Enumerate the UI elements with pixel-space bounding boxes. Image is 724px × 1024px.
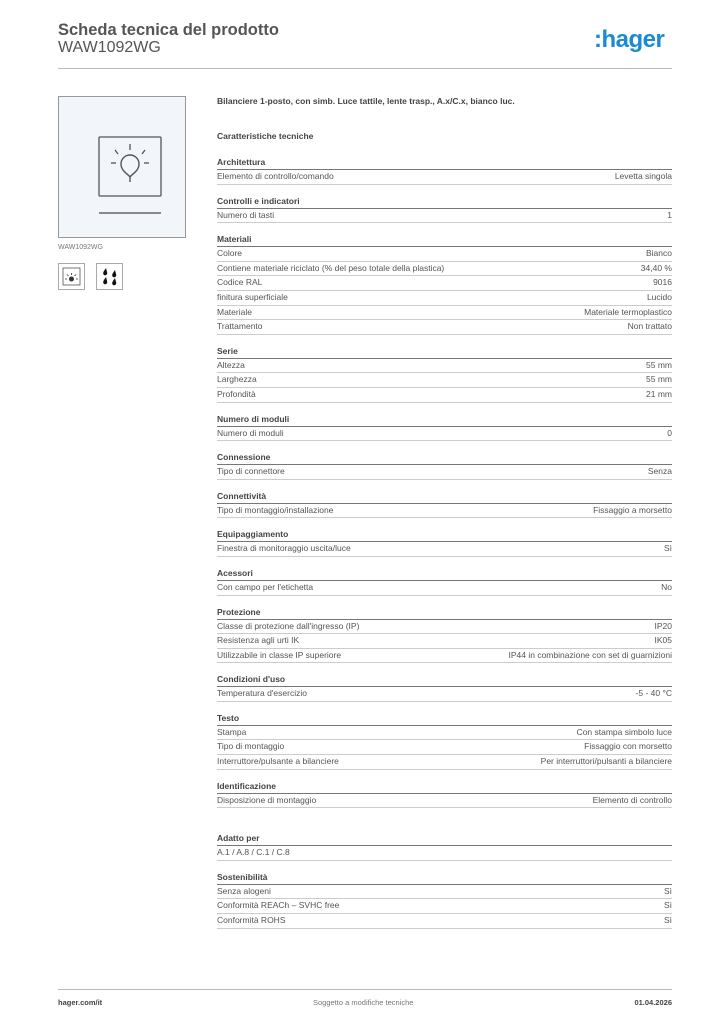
spec-label: Utilizzabile in classe IP superiore xyxy=(217,649,342,660)
spec-value: Lucido xyxy=(646,291,672,302)
spec-value: Materiale termoplastico xyxy=(584,306,672,317)
spec-value: Non trattato xyxy=(627,321,672,332)
footer-website[interactable]: hager.com/it xyxy=(58,998,103,1007)
spec-sheet xyxy=(217,96,672,929)
spec-row xyxy=(217,914,672,929)
spec-row xyxy=(217,726,672,741)
spec-row xyxy=(217,687,672,702)
spec-value: Sì xyxy=(663,915,672,926)
spec-label: Tipo di connettore xyxy=(217,466,285,477)
spec-label: Resistenza agli urti IK xyxy=(217,635,300,646)
specs-heading: Caratteristiche tecniche xyxy=(217,131,314,141)
spec-section xyxy=(217,194,672,224)
spec-value: Sì xyxy=(663,900,672,911)
spec-value: 9016 xyxy=(653,277,672,288)
spec-label: Tipo di montaggio xyxy=(217,741,285,752)
spec-row xyxy=(217,373,672,388)
light-indicator-icon xyxy=(58,263,85,290)
spec-row xyxy=(217,620,672,635)
spec-section xyxy=(217,155,672,185)
spec-label: Finestra di monitoraggio uscita/luce xyxy=(217,543,351,554)
product-code: WAW1092WG xyxy=(58,39,161,56)
spec-section xyxy=(217,672,672,702)
spec-row xyxy=(217,209,672,224)
spec-label: Numero di moduli xyxy=(217,427,284,438)
spec-section xyxy=(217,527,672,557)
hager-logo: :hager xyxy=(594,26,665,53)
spec-row xyxy=(217,755,672,770)
spec-label: Temperatura d'esercizio xyxy=(217,688,307,699)
spec-row xyxy=(217,276,672,291)
spec-row xyxy=(217,634,672,649)
product-image xyxy=(58,96,186,238)
spec-label: Numero di tasti xyxy=(217,209,275,220)
spec-label: A.1 / A.8 / C.1 / C.8 xyxy=(217,847,290,858)
spec-label: Materiale xyxy=(217,306,252,317)
section-title: Equipaggiamento xyxy=(217,527,672,542)
spec-value: Per interruttori/pulsanti a bilanciere xyxy=(540,756,672,767)
spec-label: Con campo per l'etichetta xyxy=(217,581,314,592)
section-title: Protezione xyxy=(217,605,672,620)
spec-section xyxy=(217,779,672,809)
spec-row xyxy=(217,291,672,306)
section-title: Adatto per xyxy=(217,831,672,846)
spec-row xyxy=(217,740,672,755)
spec-value: 21 mm xyxy=(646,388,672,399)
spec-value: Fissaggio con morsetto xyxy=(584,741,672,752)
spec-label: Contiene materiale riciclato (% del peso totale della plastica) xyxy=(217,262,445,273)
spec-label: Stampa xyxy=(217,726,247,737)
product-description: Bilanciere 1-posto, con simb. Luce tattile, lente trasp., A.x/C.x, bianco luc. xyxy=(217,96,515,106)
spec-value: Sì xyxy=(663,543,672,554)
spec-value: No xyxy=(661,581,672,592)
spec-section xyxy=(217,412,672,442)
spec-section xyxy=(217,870,672,929)
spec-value: 55 mm xyxy=(646,359,672,370)
spec-row xyxy=(217,388,672,403)
section-title: Serie xyxy=(217,344,672,359)
section-title: Condizioni d'uso xyxy=(217,672,672,687)
footer-date: 01.04.2026 xyxy=(634,998,672,1007)
section-title: Acessori xyxy=(217,566,672,581)
spec-label: Profondità xyxy=(217,388,256,399)
section-title: Sostenibilità xyxy=(217,870,672,885)
spec-section xyxy=(217,711,672,770)
spec-row xyxy=(217,542,672,557)
spec-row xyxy=(217,899,672,914)
section-title: Architettura xyxy=(217,155,672,170)
spec-label: Classe di protezione dall'ingresso (IP) xyxy=(217,620,360,631)
spec-value: IP44 in combinazione con set di guarnizioni xyxy=(508,649,672,660)
section-title: Controlli e indicatori xyxy=(217,194,672,209)
footer-note: Soggetto a modifiche tecniche xyxy=(313,998,414,1007)
section-title: Numero di moduli xyxy=(217,412,672,427)
spec-label: Elemento di controllo/comando xyxy=(217,171,334,181)
spec-label: Colore xyxy=(217,248,243,259)
spec-section xyxy=(217,605,672,664)
spec-row xyxy=(217,846,672,861)
spec-label: Codice RAL xyxy=(217,277,263,288)
section-title: Connettività xyxy=(217,489,672,504)
spec-row xyxy=(217,427,672,442)
spec-section xyxy=(217,450,672,480)
spec-value: IP20 xyxy=(654,620,672,631)
section-title: Connessione xyxy=(217,450,672,465)
spec-section xyxy=(217,489,672,519)
spec-row xyxy=(217,794,672,809)
spec-row xyxy=(217,262,672,277)
section-title: Testo xyxy=(217,711,672,726)
spec-label: Conformità ROHS xyxy=(217,915,286,926)
spec-label: Conformità REACh – SVHC free xyxy=(217,900,340,911)
spec-row xyxy=(217,320,672,335)
spec-value: 0 xyxy=(667,427,672,438)
spec-label: Interruttore/pulsante a bilanciere xyxy=(217,756,339,767)
spec-row xyxy=(217,359,672,374)
spec-row xyxy=(217,306,672,321)
spec-label: Senza alogeni xyxy=(217,885,271,896)
spec-section xyxy=(217,831,672,861)
spec-value: Levetta singola xyxy=(614,171,672,181)
water-drops-icon xyxy=(96,263,123,290)
spec-value: 1 xyxy=(667,209,672,220)
spec-row xyxy=(217,885,672,900)
spec-row xyxy=(217,649,672,664)
spec-value: Senza xyxy=(647,466,672,477)
spec-section xyxy=(217,232,672,335)
spec-label: Trattamento xyxy=(217,321,263,332)
page-title: Scheda tecnica del prodotto xyxy=(58,21,279,39)
spec-section xyxy=(217,344,672,403)
section-title: Materiali xyxy=(217,232,672,247)
image-caption: WAW1092WG xyxy=(58,244,103,251)
spec-section xyxy=(217,566,672,596)
spec-value: 55 mm xyxy=(646,374,672,385)
spec-row xyxy=(217,465,672,480)
spec-value: Bianco xyxy=(646,248,672,259)
spec-row xyxy=(217,581,672,596)
spec-label: Larghezza xyxy=(217,374,257,385)
header-divider xyxy=(58,68,672,69)
spec-value: 34,40 % xyxy=(640,262,672,273)
spec-value: Con stampa simbolo luce xyxy=(576,726,672,737)
lightbulb-switch-icon xyxy=(59,97,185,237)
spec-row xyxy=(217,504,672,519)
spec-value: Elemento di controllo xyxy=(592,794,672,805)
spec-label: Tipo di montaggio/installazione xyxy=(217,504,334,515)
spec-value: -5 - 40 °C xyxy=(635,688,672,699)
section-title: Identificazione xyxy=(217,779,672,794)
spec-label: finitura superficiale xyxy=(217,291,288,302)
spec-value: Fissaggio a morsetto xyxy=(593,504,672,515)
spec-value: Sì xyxy=(663,885,672,896)
spec-row xyxy=(217,170,672,185)
spec-label: Disposizione di montaggio xyxy=(217,794,317,805)
spec-value: IK05 xyxy=(654,635,672,646)
spec-label: Altezza xyxy=(217,359,245,370)
spec-row xyxy=(217,247,672,262)
footer-divider xyxy=(58,989,672,990)
